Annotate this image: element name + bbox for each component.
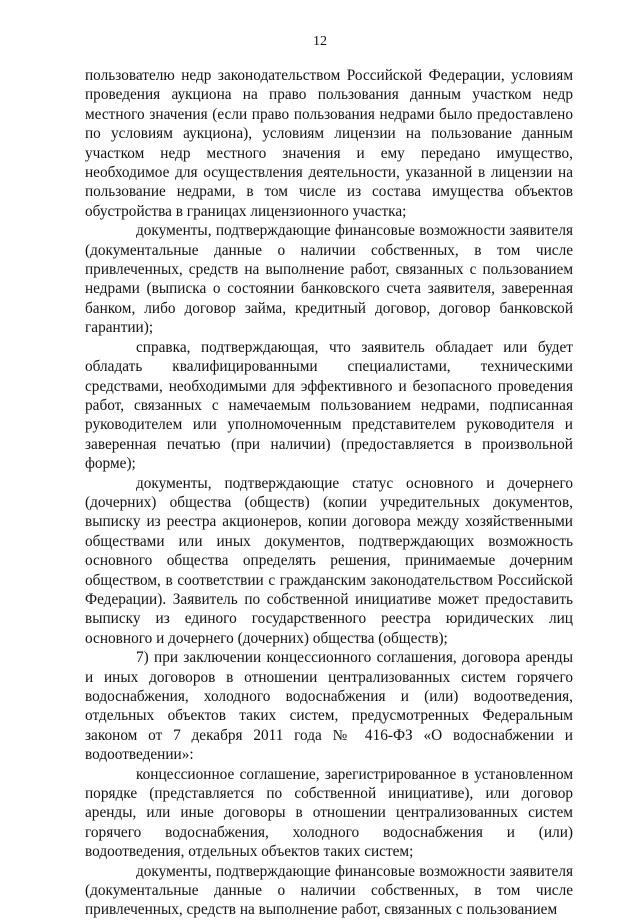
paragraph-qualification-certificate: справка, подтверждающая, что заявитель обладает или будет обладать квалифицированными специалистами, техническими средствами, необходимыми для эффективного и безопасного проведения работ, связанных с намечаемым пользованием недрами, подписанная руководителем или уполномоченным представителем руководителя и заверенная печатью (при наличии) (предоставляется в произвольной форме); bbox=[85, 338, 573, 473]
paragraph-continuation: пользователю недр законодательством Российской Федерации, условиям проведения аукциона на право пользования данным участком недр местного значения (если право пользования недрами было предоставлено по условиям аукциона), условиям лицензии на пользование данным участком недр местного значения и ему передано имущество, необходимое для осуществления деятельности, указанной в лицензии на пользование недрами, в том числе из состава имущества объектов обустройства в границах лицензионного участка; bbox=[85, 67, 573, 220]
paragraph-subsidiary-status: документы, подтверждающие статус основного и дочернего (дочерних) общества (обществ) (копии учредительных документов, выписку из реестра акционеров, копии договора между хозяйственными обществами или иных документов, подтверждающих возможность основного общества определять решения, принимаемые дочерним обществом, в соответствии с гражданским законодательством Российской Федерации). Заявитель по собственной инициативе может предоставить выписку из единого государственного реестра юридических лиц основного и дочернего (дочерних) общества (обществ); bbox=[85, 474, 573, 647]
document-body bbox=[85, 66, 573, 920]
paragraph-financial-documents: документы, подтверждающие финансовые возможности заявителя (документальные данные о наличии собственных, в том числе привлеченных, средств на выполнение работ, связанных с пользованием недрами (выписка о состоянии банковского счета заявителя, заверенная банком, либо договор займа, кредитный договор, договор банковской гарантии); bbox=[85, 222, 573, 337]
paragraph-item-7: 7) при заключении концессионного соглашения, договора аренды и иных договоров в отношении централизованных систем горячего водоснабжения, холодного водоснабжения и (или) водоотведения, отдельных объектов таких систем, предусмотренных Федеральным законом от 7 декабря 2011 года № 416-ФЗ «О водоснабжении и водоотведении»: bbox=[85, 649, 573, 764]
paragraph-financial-documents-2: документы, подтверждающие финансовые возможности заявителя (документальные данные о наличии собственных, в том числе привлеченных, средств на выполнение работ, связанных с пользованием bbox=[85, 862, 573, 919]
paragraph-concession-agreement: концессионное соглашение, зарегистрированное в установленном порядке (представляется по собственной инициативе), или договор аренды, или иные договоры в отношении централизованных систем горячего водоснабжения, холодного водоснабжения и (или) водоотведения, отдельных объектов таких систем; bbox=[85, 765, 573, 861]
page-number: 12 bbox=[313, 34, 327, 49]
